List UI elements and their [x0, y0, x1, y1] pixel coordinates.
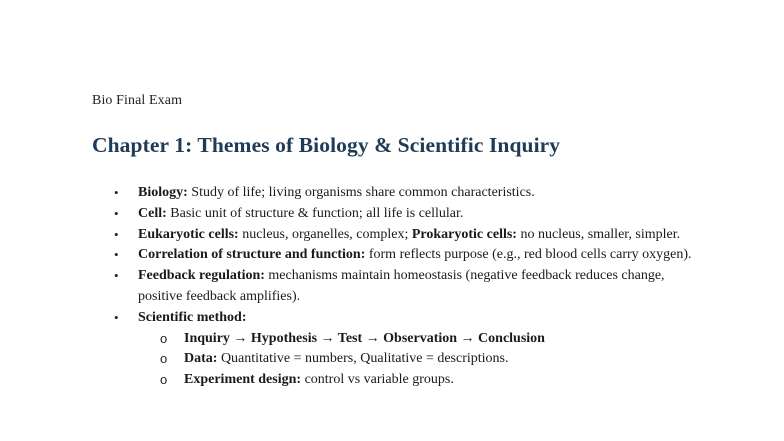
document-header: Bio Final Exam — [92, 93, 183, 108]
list-item-feedback — [92, 266, 712, 308]
list-item-structure-function — [92, 245, 712, 266]
definition: mechanisms maintain homeostasis (negative feedback reduces change, positive feedback amplifies). — [138, 268, 665, 304]
term: Data: — [184, 351, 218, 367]
list-item-scientific-method — [92, 308, 712, 391]
notes-list — [92, 183, 712, 391]
term: Experiment design: — [184, 372, 302, 388]
term: Inquiry → Hypothesis → Test → Observation → Conclusion — [184, 330, 545, 346]
sub-list-item — [138, 329, 712, 350]
sub-list-item — [138, 349, 712, 370]
definition: Study of life; living organisms share common characteristics. — [191, 185, 535, 200]
term: Biology: — [138, 185, 188, 200]
term: Scientific method: — [138, 309, 247, 325]
sub-list — [138, 329, 712, 391]
definition: Quantitative = numbers, Qualitative = descriptions. — [220, 351, 509, 367]
sub-list-item — [138, 370, 712, 391]
list-item-cell-types — [92, 225, 712, 246]
term: Cell: — [138, 205, 167, 221]
term: Feedback regulation: — [138, 268, 265, 284]
definition: form reflects purpose (e.g., red blood cells carry oxygen). — [368, 247, 692, 263]
term: Prokaryotic cells: — [411, 226, 517, 242]
definition: control vs variable groups. — [304, 372, 454, 388]
term: Correlation of structure and function: — [138, 247, 366, 263]
definition: nucleus, organelles, complex; — [242, 226, 409, 242]
definition: no nucleus, smaller, simpler. — [520, 226, 681, 242]
term: Eukaryotic cells: — [138, 226, 239, 242]
definition: Basic unit of structure & function; all life is cellular. — [170, 205, 464, 221]
chapter-title: Chapter 1: Themes of Biology & Scientific Inquiry — [92, 133, 561, 157]
list-item-biology — [92, 183, 712, 204]
list-item-cell — [92, 204, 712, 225]
